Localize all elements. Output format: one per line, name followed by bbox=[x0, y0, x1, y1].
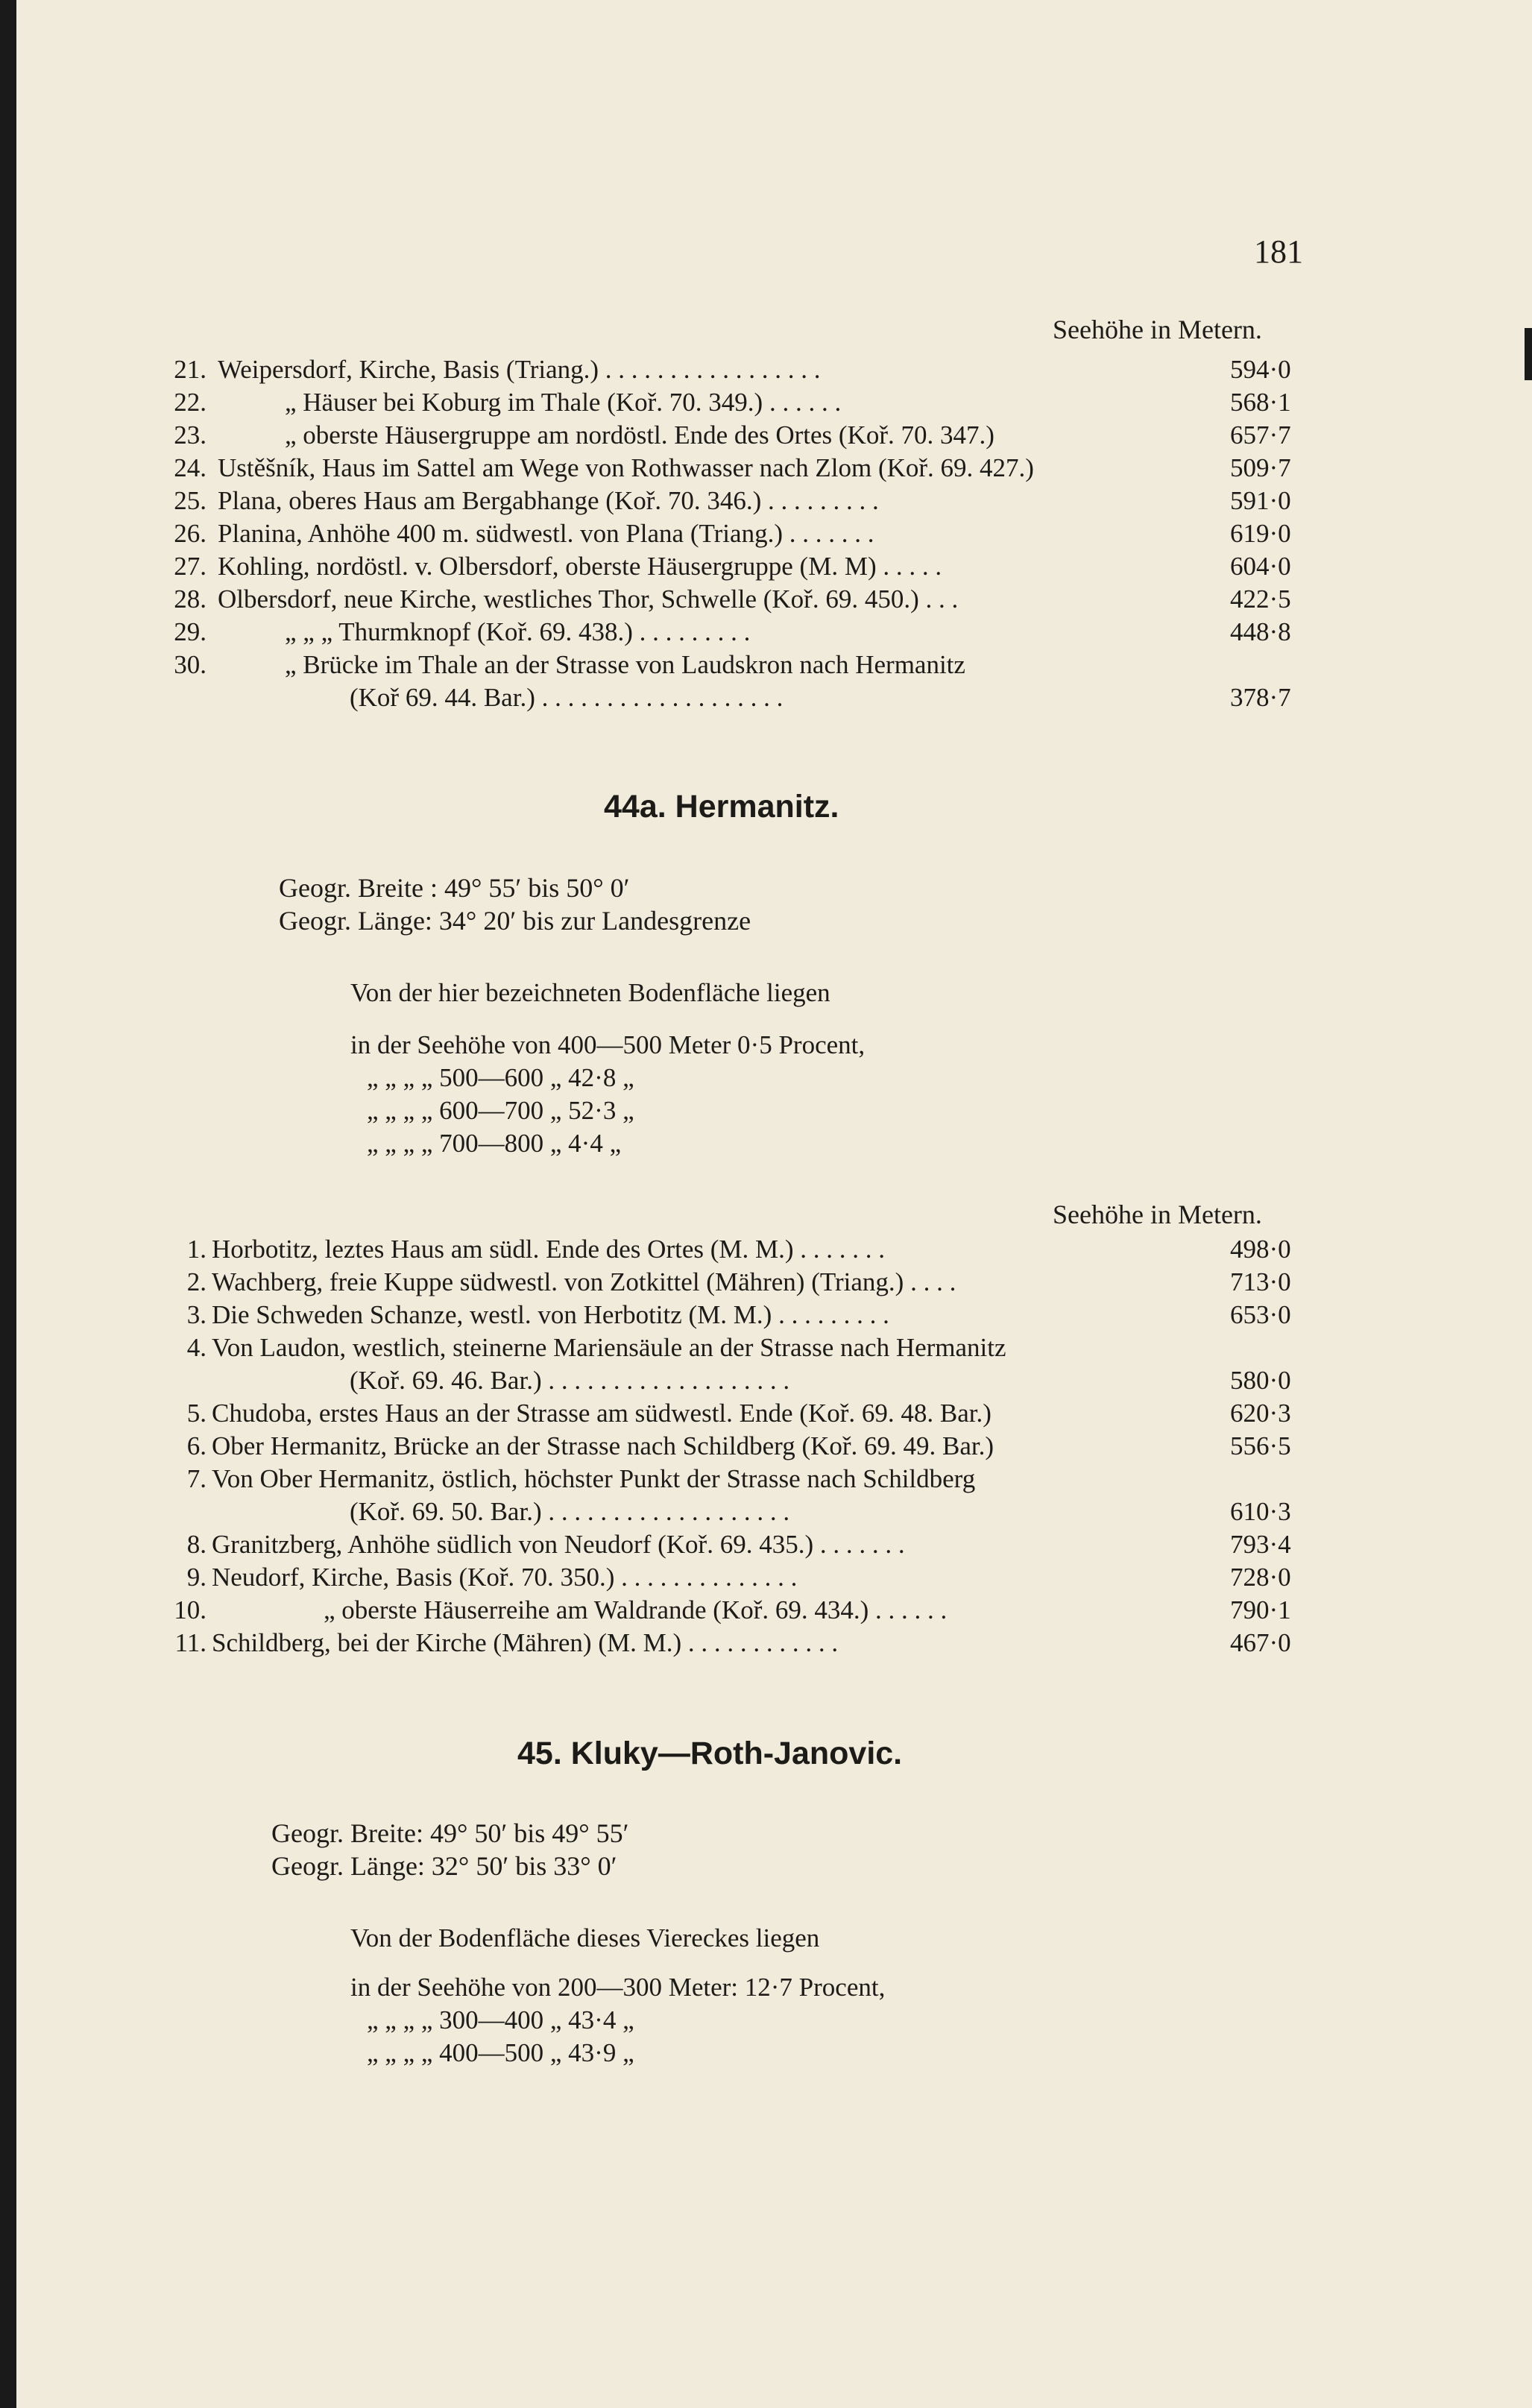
book-page bbox=[16, 0, 1532, 2408]
entry-text: Ober Hermanitz, Brücke an der Strasse nach Schildberg (Koř. 69. 49. Bar.) bbox=[212, 1431, 994, 1460]
entry-value: 568·1 bbox=[1230, 388, 1291, 417]
entry-value: 448·8 bbox=[1230, 617, 1291, 646]
entry-value: 793·4 bbox=[1230, 1530, 1291, 1559]
entry-number: 9. bbox=[186, 1563, 207, 1592]
entry-text: Ustěšník, Haus im Sattel am Wege von Rothwasser nach Zlom (Koř. 69. 427.) bbox=[218, 453, 1034, 482]
area-row: in der Seehöhe von 400—500 Meter 0·5 Procent, bbox=[350, 1030, 866, 1059]
entry-number: 5. bbox=[186, 1399, 207, 1428]
area-row: „ „ „ „ 400—500 „ 43·9 „ bbox=[367, 2038, 634, 2067]
geo-latitude: Geogr. Breite: 49° 50′ bis 49° 55′ bbox=[271, 1818, 629, 1848]
list-item bbox=[16, 1364, 1532, 1397]
list-item bbox=[16, 1331, 1532, 1364]
list-item bbox=[16, 649, 1532, 681]
entry-text: Neudorf, Kirche, Basis (Koř. 70. 350.) . . . . . . . . . . . . . . bbox=[212, 1563, 798, 1592]
list-item bbox=[16, 583, 1532, 616]
page-edge-mark bbox=[1525, 328, 1532, 380]
entry-number: 28. bbox=[174, 584, 207, 614]
entry-value: 556·5 bbox=[1230, 1431, 1291, 1460]
entry-value: 728·0 bbox=[1230, 1563, 1291, 1592]
list-item bbox=[16, 485, 1532, 517]
entry-text: Von Ober Hermanitz, östlich, höchster Punkt der Strasse nach Schildberg bbox=[212, 1464, 976, 1493]
list-item bbox=[16, 1463, 1532, 1495]
entry-number: 25. bbox=[174, 486, 207, 515]
entry-text: Schildberg, bei der Kirche (Mähren) (M. M.) . . . . . . . . . . . . bbox=[212, 1628, 839, 1657]
area-intro: Von der hier bezeichneten Bodenfläche liegen bbox=[350, 978, 830, 1007]
list-item bbox=[16, 419, 1532, 452]
area-intro: Von der Bodenfläche dieses Viereckes liegen bbox=[350, 1923, 820, 1952]
section-title: 44a. Hermanitz. bbox=[604, 789, 839, 825]
entry-text: Weipersdorf, Kirche, Basis (Triang.) . . . . . . . . . . . . . . . . . bbox=[218, 355, 821, 384]
entry-number: 2. bbox=[186, 1267, 207, 1296]
entry-text: Plana, oberes Haus am Bergabhange (Koř. 70. 346.) . . . . . . . . . bbox=[218, 486, 879, 515]
list-item bbox=[16, 386, 1532, 419]
entry-text: Kohling, nordöstl. v. Olbersdorf, oberste Häusergruppe (M. M) . . . . . bbox=[218, 552, 942, 581]
list-item bbox=[16, 1561, 1532, 1594]
page-number: 181 bbox=[1254, 233, 1303, 270]
entry-value: 594·0 bbox=[1230, 355, 1291, 384]
entry-value: 591·0 bbox=[1230, 486, 1291, 515]
entry-number: 7. bbox=[186, 1464, 207, 1493]
list-item bbox=[16, 550, 1532, 583]
entry-value: 653·0 bbox=[1230, 1300, 1291, 1329]
entry-text: (Koř 69. 44. Bar.) . . . . . . . . . . . . . . . . . . . bbox=[350, 683, 784, 712]
entry-text: Chudoba, erstes Haus an der Strasse am südwestl. Ende (Koř. 69. 48. Bar.) bbox=[212, 1399, 992, 1428]
entry-text: „ Häuser bei Koburg im Thale (Koř. 70. 349.) . . . . . . bbox=[285, 388, 842, 417]
list-item bbox=[16, 1430, 1532, 1463]
entry-number: 22. bbox=[174, 388, 207, 417]
entry-value: 467·0 bbox=[1230, 1628, 1291, 1657]
list-item bbox=[16, 1299, 1532, 1331]
list-item bbox=[16, 1495, 1532, 1528]
section-title: 45. Kluky—Roth-Janovic. bbox=[517, 1736, 903, 1771]
entry-text: „ oberste Häuserreihe am Waldrande (Koř. 69. 434.) . . . . . . bbox=[324, 1595, 948, 1624]
entry-value: 604·0 bbox=[1230, 552, 1291, 581]
list-item bbox=[16, 681, 1532, 714]
area-row: in der Seehöhe von 200—300 Meter: 12·7 Procent, bbox=[350, 1973, 886, 2002]
entry-value: 422·5 bbox=[1230, 584, 1291, 614]
entry-number: 1. bbox=[186, 1235, 207, 1264]
geo-longitude: Geogr. Länge: 32° 50′ bis 33° 0′ bbox=[271, 1851, 617, 1881]
list-item bbox=[16, 1594, 1532, 1627]
entry-value: 657·7 bbox=[1230, 420, 1291, 450]
entry-number: 29. bbox=[174, 617, 207, 646]
list-item bbox=[16, 1627, 1532, 1660]
entry-number: 3. bbox=[186, 1300, 207, 1329]
entry-number: 10. bbox=[174, 1595, 207, 1624]
entry-text: Granitzberg, Anhöhe südlich von Neudorf (Koř. 69. 435.) . . . . . . . bbox=[212, 1530, 905, 1559]
area-row: „ „ „ „ 300—400 „ 43·4 „ bbox=[367, 2005, 634, 2034]
entry-value: 619·0 bbox=[1230, 519, 1291, 548]
entry-value: 713·0 bbox=[1230, 1267, 1291, 1296]
entry-text: Horbotitz, leztes Haus am südl. Ende des Ortes (M. M.) . . . . . . . bbox=[212, 1235, 886, 1264]
entry-text: „ „ „ Thurmknopf (Koř. 69. 438.) . . . . . . . . . bbox=[285, 617, 751, 646]
unit-header: Seehöhe in Metern. bbox=[1053, 315, 1262, 344]
entry-text: Wachberg, freie Kuppe südwestl. von Zotkittel (Mähren) (Triang.) . . . . bbox=[212, 1267, 956, 1296]
area-row: „ „ „ „ 500—600 „ 42·8 „ bbox=[367, 1063, 634, 1092]
area-row: „ „ „ „ 600—700 „ 52·3 „ bbox=[367, 1096, 634, 1125]
list-item bbox=[16, 1233, 1532, 1266]
entry-number: 8. bbox=[186, 1530, 207, 1559]
entry-value: 610·3 bbox=[1230, 1497, 1291, 1526]
entry-number: 24. bbox=[174, 453, 207, 482]
entry-text: Die Schweden Schanze, westl. von Herbotitz (M. M.) . . . . . . . . . bbox=[212, 1300, 889, 1329]
list-item bbox=[16, 1266, 1532, 1299]
list-item bbox=[16, 616, 1532, 649]
unit-header: Seehöhe in Metern. bbox=[1053, 1200, 1262, 1229]
entry-number: 6. bbox=[186, 1431, 207, 1460]
list-item bbox=[16, 1528, 1532, 1561]
list-item bbox=[16, 452, 1532, 485]
geo-longitude: Geogr. Länge: 34° 20′ bis zur Landesgrenze bbox=[279, 906, 751, 936]
entry-number: 23. bbox=[174, 420, 207, 450]
entry-text: „ Brücke im Thale an der Strasse von Laudskron nach Hermanitz bbox=[285, 650, 965, 679]
entry-number: 27. bbox=[174, 552, 207, 581]
entry-value: 790·1 bbox=[1230, 1595, 1291, 1624]
entry-text: Olbersdorf, neue Kirche, westliches Thor, Schwelle (Koř. 69. 450.) . . . bbox=[218, 584, 959, 614]
entry-value: 509·7 bbox=[1230, 453, 1291, 482]
entry-text: Planina, Anhöhe 400 m. südwestl. von Plana (Triang.) . . . . . . . bbox=[218, 519, 874, 548]
geo-latitude: Geogr. Breite : 49° 55′ bis 50° 0′ bbox=[279, 873, 630, 903]
area-row: „ „ „ „ 700—800 „ 4·4 „ bbox=[367, 1129, 622, 1158]
entry-number: 30. bbox=[174, 650, 207, 679]
list-item bbox=[16, 517, 1532, 550]
entry-value: 498·0 bbox=[1230, 1235, 1291, 1264]
list-item bbox=[16, 1397, 1532, 1430]
entry-value: 580·0 bbox=[1230, 1366, 1291, 1395]
entry-number: 26. bbox=[174, 519, 207, 548]
list-item bbox=[16, 353, 1532, 386]
entry-value: 620·3 bbox=[1230, 1399, 1291, 1428]
entry-text: Von Laudon, westlich, steinerne Mariensäule an der Strasse nach Hermanitz bbox=[212, 1333, 1006, 1362]
entry-number: 4. bbox=[186, 1333, 207, 1362]
entry-text: (Koř. 69. 46. Bar.) . . . . . . . . . . . . . . . . . . . bbox=[350, 1366, 790, 1395]
entry-text: (Koř. 69. 50. Bar.) . . . . . . . . . . . . . . . . . . . bbox=[350, 1497, 790, 1526]
entry-text: „ oberste Häusergruppe am nordöstl. Ende des Ortes (Koř. 70. 347.) bbox=[285, 420, 994, 450]
entry-number: 21. bbox=[174, 355, 207, 384]
entry-value: 378·7 bbox=[1230, 683, 1291, 712]
entry-number: 11. bbox=[174, 1628, 207, 1657]
